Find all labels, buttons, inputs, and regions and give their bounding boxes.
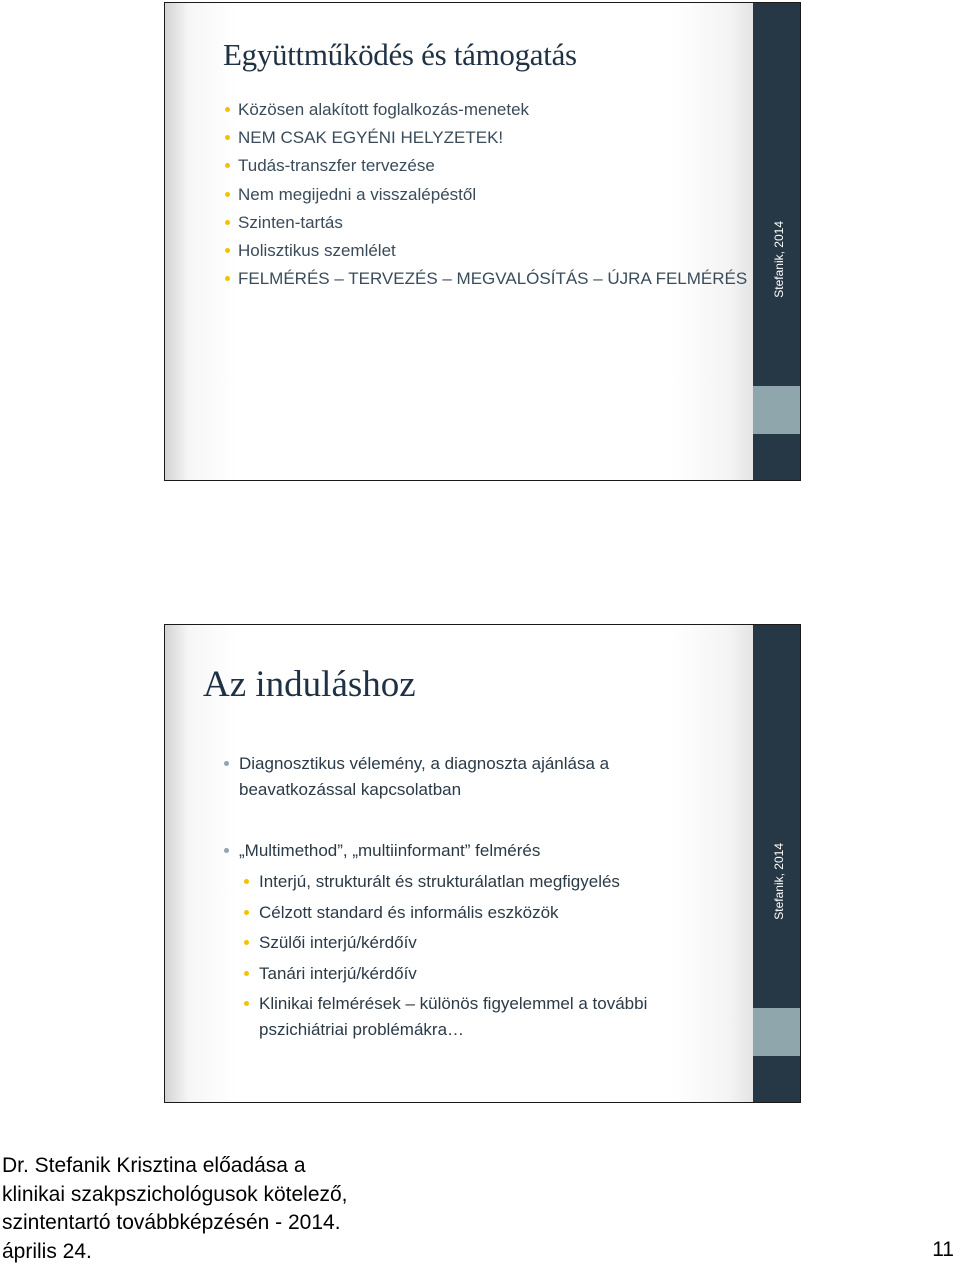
list-item: Tanári interjú/kérdőív bbox=[259, 961, 647, 992]
bullet-dot-icon bbox=[224, 848, 229, 853]
list-item: Közösen alakított foglalkozás-menetek bbox=[238, 98, 747, 126]
list-item: FELMÉRÉS – TERVEZÉS – MEGVALÓSÍTÁS – ÚJRA FELMÉRÉS bbox=[238, 267, 747, 295]
bullet-dot-icon bbox=[244, 971, 249, 976]
list-item: „Multimethod”, „multiinformant” felmérés bbox=[239, 838, 540, 864]
notes-line: április 24. bbox=[2, 1238, 348, 1266]
bullet-dot-icon bbox=[244, 1001, 249, 1006]
slide-1 bbox=[164, 2, 801, 481]
list-item: NEM CSAK EGYÉNI HELYZETEK! bbox=[238, 126, 747, 154]
page-number: 11 bbox=[932, 1238, 954, 1262]
list-item: Holisztikus szemlélet bbox=[238, 239, 747, 267]
bullet-list bbox=[239, 751, 609, 803]
speaker-notes bbox=[2, 1152, 348, 1266]
sidebar-accent-block bbox=[753, 386, 800, 434]
bullet-dot-icon bbox=[244, 910, 249, 915]
sidebar-accent-block bbox=[753, 1008, 800, 1056]
list-item: Tudás-transzfer tervezése bbox=[238, 154, 747, 182]
list-item: Interjú, strukturált és strukturálatlan megfigyelés bbox=[259, 869, 647, 900]
bullet-list bbox=[239, 838, 540, 864]
bullet-dot-icon bbox=[225, 248, 230, 253]
slide-title: Együttműködés és támogatás bbox=[223, 37, 577, 73]
notes-line: szintentartó továbbképzésén - 2014. bbox=[2, 1209, 348, 1238]
slide-2 bbox=[164, 624, 801, 1103]
bullet-dot-icon bbox=[225, 220, 230, 225]
bullet-dot-icon bbox=[225, 107, 230, 112]
bullet-dot-icon bbox=[224, 761, 229, 766]
slide-footer: Stefanik, 2014 bbox=[772, 843, 786, 920]
list-item: Nem megijedni a visszalépéstől bbox=[238, 183, 747, 211]
slide-footer: Stefanik, 2014 bbox=[772, 221, 786, 298]
bullet-dot-icon bbox=[225, 192, 230, 197]
notes-line: Dr. Stefanik Krisztina előadása a bbox=[2, 1152, 348, 1181]
bullet-dot-icon bbox=[244, 879, 249, 884]
notes-line: klinikai szakpszichológusok kötelező, bbox=[2, 1181, 348, 1210]
slide-title: Az induláshoz bbox=[203, 663, 416, 706]
bullet-list bbox=[238, 98, 747, 295]
list-item: Szinten-tartás bbox=[238, 211, 747, 239]
list-item: Diagnosztikus vélemény, a diagnoszta ajánlása a beavatkozással kapcsolatban bbox=[239, 751, 609, 803]
list-item: Szülői interjú/kérdőív bbox=[259, 930, 647, 961]
sub-bullet-list bbox=[259, 869, 647, 1043]
list-item: Klinikai felmérések – különös figyelemmel a további pszichiátriai problémákra… bbox=[259, 991, 647, 1043]
list-item: Célzott standard és informális eszközök bbox=[259, 900, 647, 931]
bullet-dot-icon bbox=[244, 940, 249, 945]
